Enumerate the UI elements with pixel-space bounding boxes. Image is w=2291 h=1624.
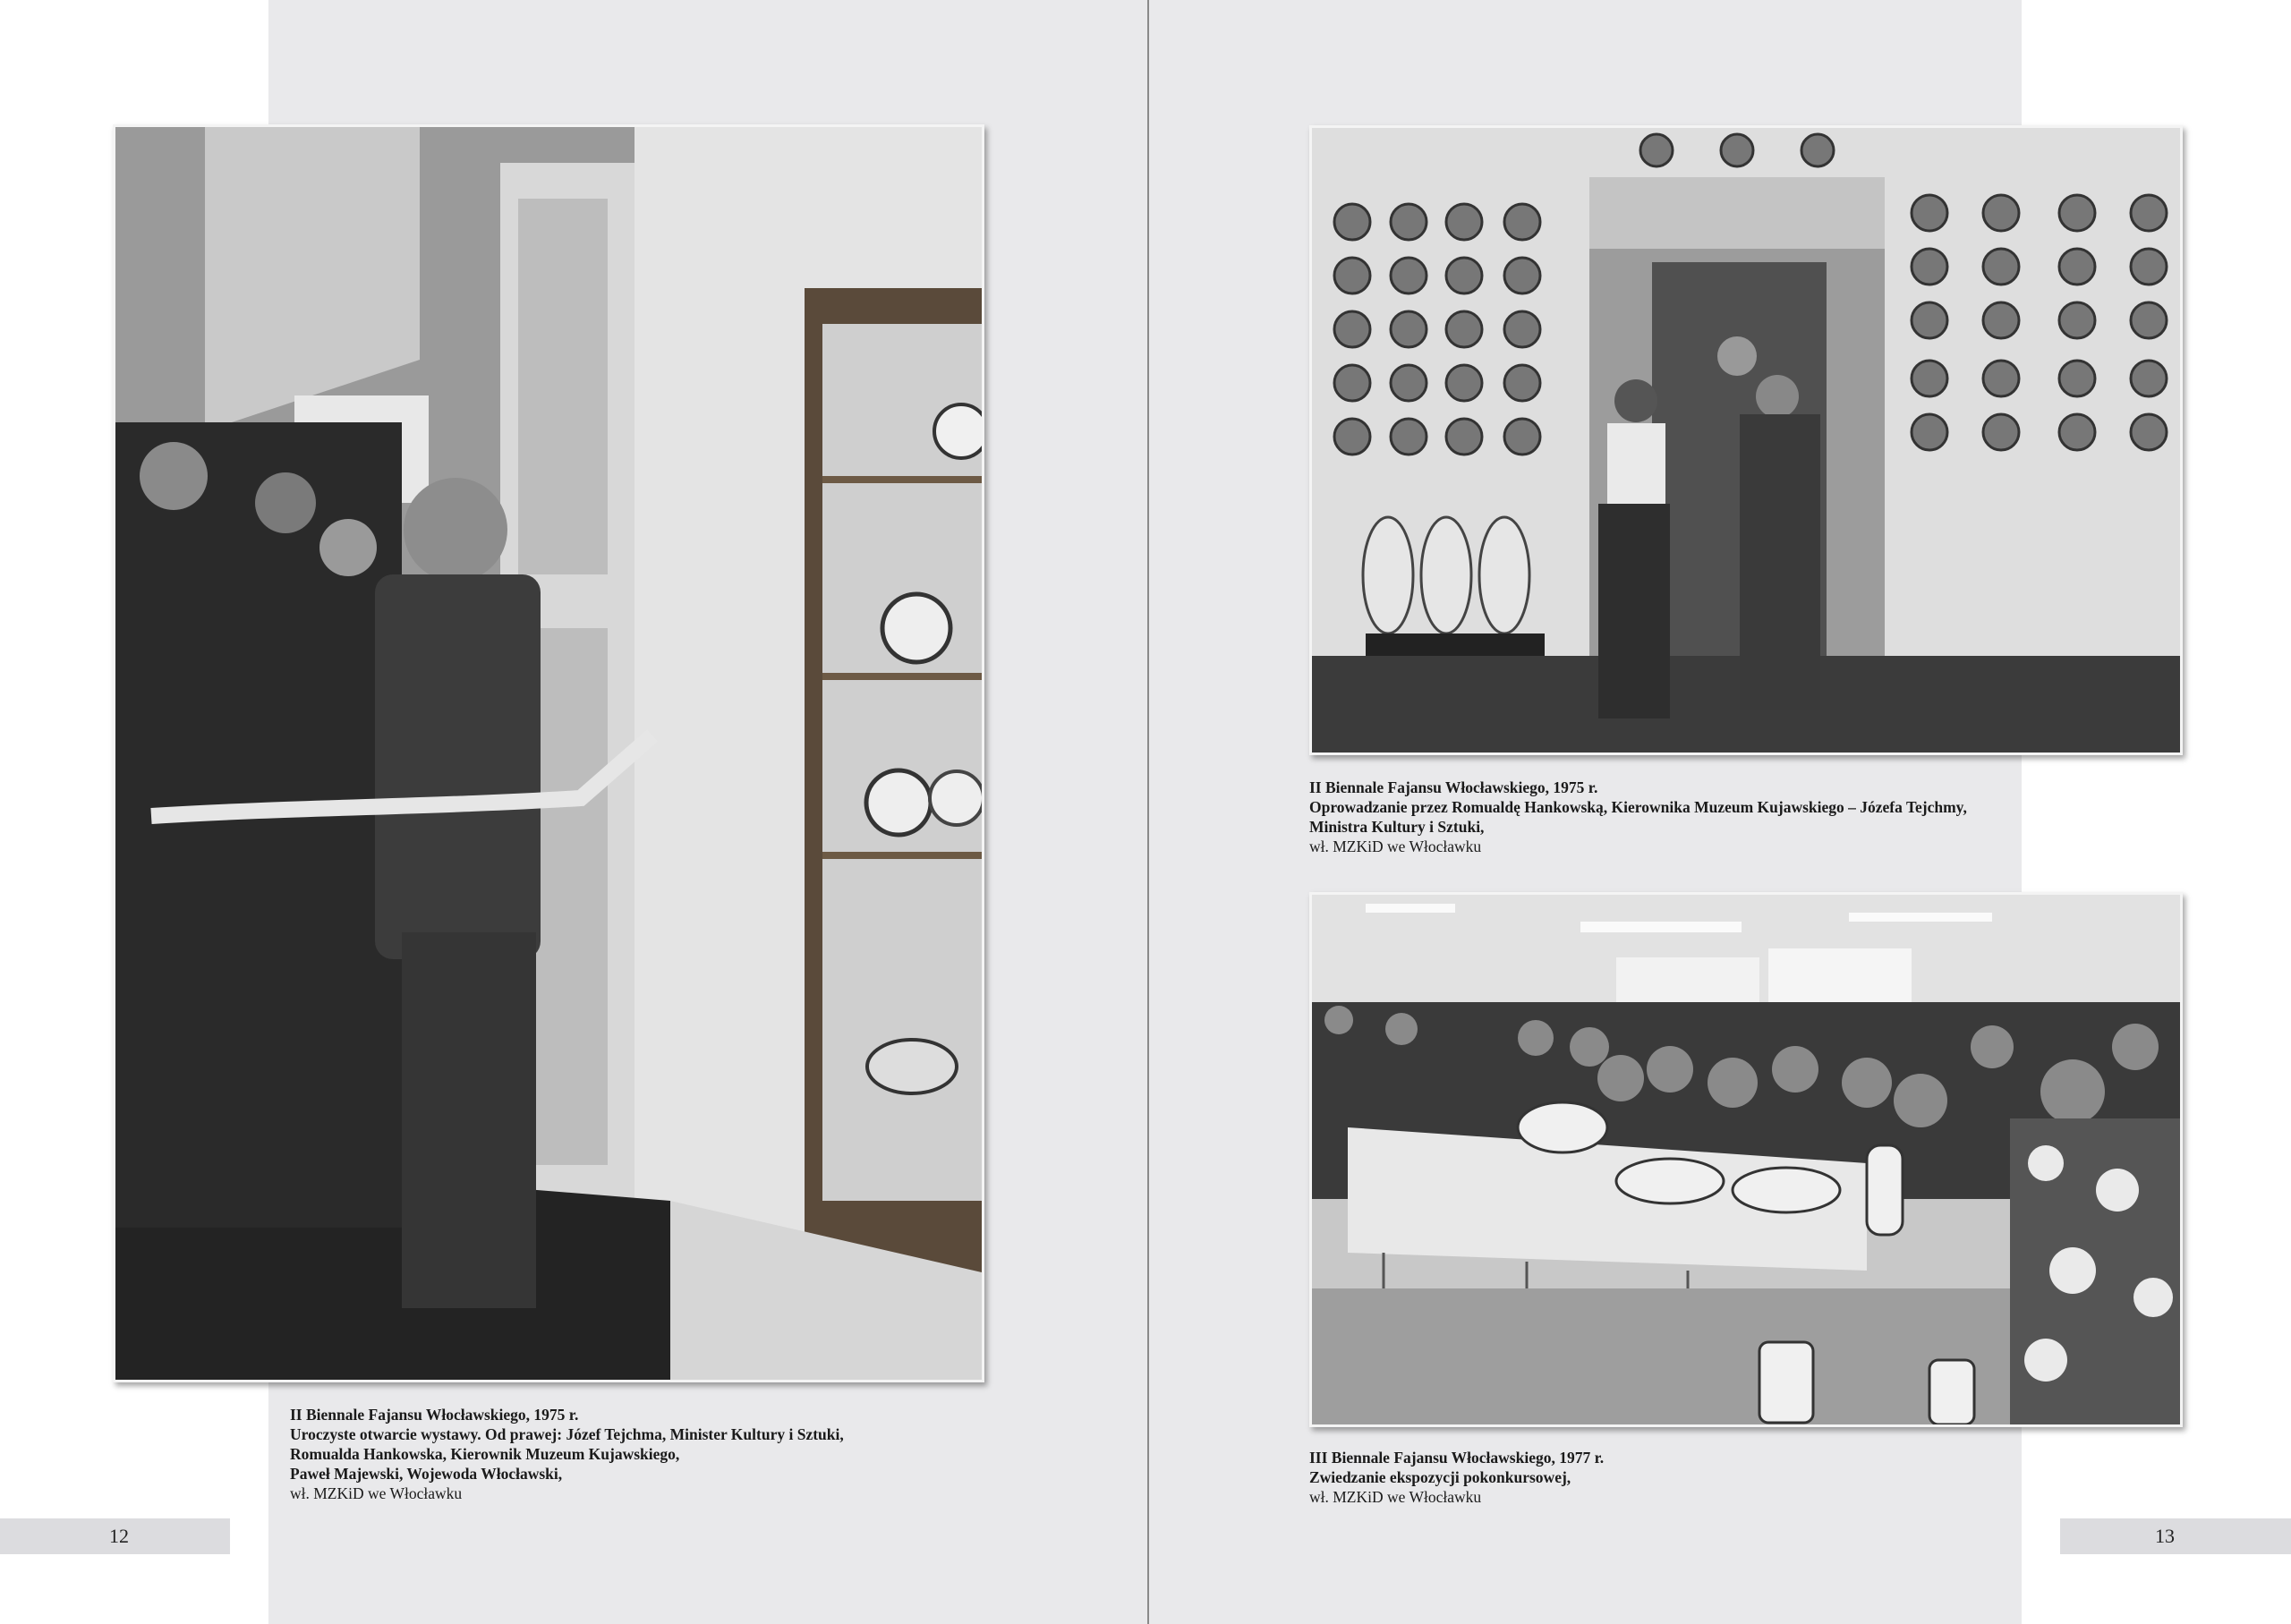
caption-line: Ministra Kultury i Sztuki, bbox=[1309, 818, 1485, 836]
exhibition-visitors-photo bbox=[1309, 892, 2183, 1427]
caption-line: Paweł Majewski, Wojewoda Włocławski, bbox=[290, 1465, 563, 1483]
page-number-left bbox=[0, 1518, 230, 1554]
right-bottom-photo-caption bbox=[1309, 1448, 2168, 1507]
caption-line: Uroczyste otwarcie wystawy. Od prawej: Józef Tejchma, Minister Kultury i Sztuki, bbox=[290, 1425, 844, 1443]
book-spine bbox=[1147, 0, 1149, 1624]
page-number-right bbox=[2060, 1518, 2291, 1554]
caption-line: Zwiedzanie ekspozycji pokonkursowej, bbox=[1309, 1468, 1571, 1486]
caption-credit: wł. MZKiD we Włocławku bbox=[290, 1484, 463, 1502]
left-photo-caption bbox=[290, 1405, 970, 1503]
caption-credit: wł. MZKiD we Włocławku bbox=[1309, 1488, 1482, 1506]
right-top-photo-caption bbox=[1309, 778, 2168, 856]
caption-credit: wł. MZKiD we Włocławku bbox=[1309, 838, 1482, 855]
ribbon-cutting-photo bbox=[113, 124, 984, 1382]
page-number-text: 13 bbox=[2155, 1525, 2175, 1547]
exhibition-tour-photo bbox=[1309, 125, 2183, 755]
caption-line: Romualda Hankowska, Kierownik Muzeum Kujawskiego, bbox=[290, 1445, 680, 1463]
caption-title: II Biennale Fajansu Włocławskiego, 1975 r. bbox=[290, 1406, 579, 1424]
caption-title: II Biennale Fajansu Włocławskiego, 1975 r. bbox=[1309, 778, 1598, 796]
caption-title: III Biennale Fajansu Włocławskiego, 1977 r. bbox=[1309, 1449, 1605, 1467]
caption-line: Oprowadzanie przez Romualdę Hankowską, Kierownika Muzeum Kujawskiego – Józefa Tejchmy, bbox=[1309, 798, 1967, 816]
page-number-text: 12 bbox=[109, 1525, 129, 1547]
